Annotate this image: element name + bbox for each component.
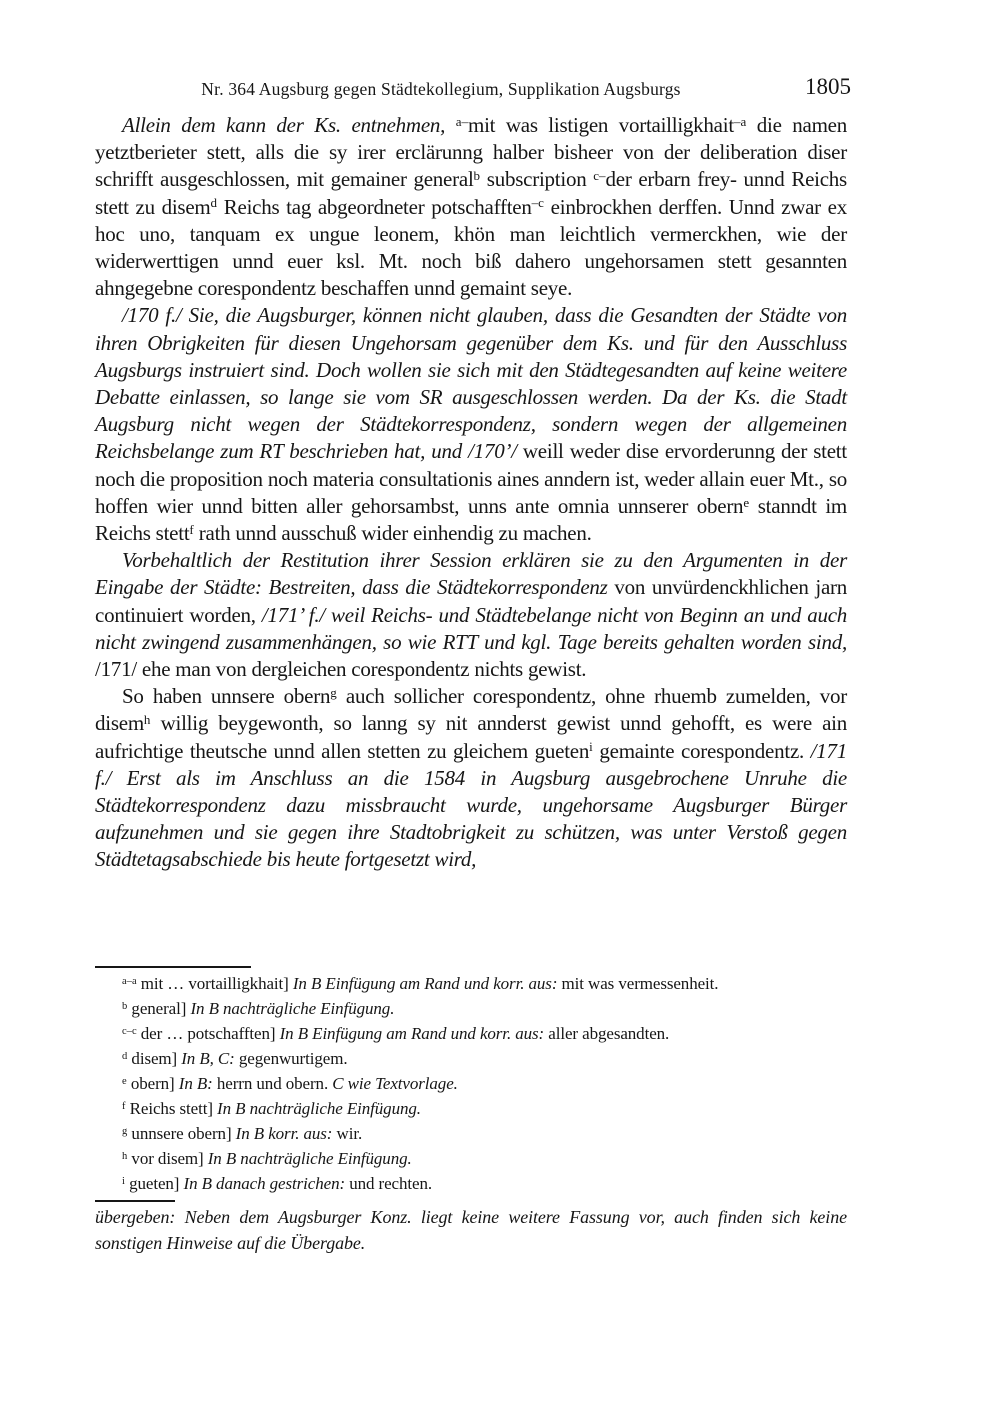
text-run: Vorbehaltlich der Restitution ihrer Session erklären sie zu den Argumenten in der Eingabe der Städte: Bestreiten, dass die Städtekorrespondenz xyxy=(95,548,847,600)
text-run: stanndt im Reichs stett xyxy=(95,493,847,546)
text-run: mit … vortailligkhait] xyxy=(136,974,293,993)
footnote-d xyxy=(95,1046,847,1071)
note-marker: i xyxy=(589,739,593,755)
text-run: aller abgesandten. xyxy=(544,1024,670,1043)
paragraph-4 xyxy=(95,683,847,873)
note-marker: c–c xyxy=(122,1025,137,1037)
note-marker: h xyxy=(143,712,151,728)
text-run: Reichs stett] xyxy=(125,1099,218,1118)
text-run: disem] xyxy=(127,1049,182,1068)
text-run: gegenwurtigem. xyxy=(234,1049,348,1068)
text-run: In B nachträgliche Einfügung. xyxy=(207,1149,412,1168)
footnote-h xyxy=(95,1146,847,1171)
text-run: die namen yetztberieter stett, alls die sy irer erclärunng halber bisheer von der deliberation diser schrifft ausgeschlossen, mit gemainer general xyxy=(95,113,847,192)
note-marker: d xyxy=(210,195,218,211)
footnote-i xyxy=(95,1171,847,1196)
text-run: herrn und obern. xyxy=(212,1074,333,1093)
note-marker: f xyxy=(189,521,194,537)
text-run: übergeben: Neben dem Augsburger Konz. liegt keine weitere Fassung vor, auch finden sich keine sonstigen Hinweise auf die Übergabe. xyxy=(95,1207,847,1253)
body-text xyxy=(95,112,847,874)
text-run: einbrockhen derffen. Unnd zwar ex hoc uno, tanquam ex ungue leonem, khön man leichtlich vermerckhen, wie der widerwerttigen unnd euer ksl. Mt. noch biß dahero ungehorsamen stett gesannten ahngegebne corespondentz beschaffen unnd gemaint seye. xyxy=(95,194,847,301)
text-run: Allein dem kann der Ks. entnehmen, xyxy=(122,113,456,137)
text-run: obern] xyxy=(126,1074,179,1093)
text-run: Reichs tag abgeordneter potschafften xyxy=(217,194,532,219)
text-run: von unvürdenckhlichen jarn continuiert worden, xyxy=(95,575,848,627)
text-run: subscription xyxy=(480,167,594,192)
footnote-separator-rule xyxy=(95,966,251,968)
paragraph-2 xyxy=(95,302,847,547)
note-marker: a– xyxy=(455,113,469,129)
footnote-a xyxy=(95,971,847,996)
text-run: So haben unnsere obern xyxy=(122,684,331,709)
apparatus-separator-rule xyxy=(95,1200,175,1202)
footnote-b xyxy=(95,996,847,1021)
text-run: mit was listigen vortailligkhait xyxy=(468,113,734,137)
note-marker: d xyxy=(122,1050,128,1062)
footnote-e xyxy=(95,1071,847,1096)
apparatus-note xyxy=(95,1204,847,1256)
text-run: general] xyxy=(127,999,191,1018)
note-marker: –a xyxy=(733,113,747,129)
text-run: und rechten. xyxy=(345,1174,433,1193)
footnote-g xyxy=(95,1121,847,1146)
text-run: willig beygewonth, so lanng sy nit annderst gewist unnd gehofft, es were ain aufrichtige theutsche unnd allen stetten zu gleichem gueten xyxy=(95,711,847,763)
note-marker: b xyxy=(473,168,481,184)
text-run: /170 f./ Sie, die Augsburger, können nicht glauben, dass die Gesandten der Städte von ihren Obrigkeiten für diesen Ungehorsam gegenüber dem Ks. und für den Ausschluss Augsburgs instruiert sind. Doch wollen sie sich mit den Städtegesandten auf keine weitere Debatte einlassen, so lange sie vom SR ausgeschlossen werden. Da der Ks. die Stadt Augsburg nicht wegen der Städtekorrespondenz, sondern wegen der allgemeinen Reichsbelange zum RT beschrieben hat, und /170’/ xyxy=(95,303,847,464)
note-marker: i xyxy=(122,1175,125,1187)
text-run: weill weder dise ervorderunng der stett noch die proposition noch materia consultationis aines anndern ist, weder allain euer Mt., so hoffen wier unnd bitten aller gehorsambst, unns ante omnia unnserer obern xyxy=(95,439,847,518)
apparatus-section xyxy=(95,1204,847,1256)
text-run: gueten] xyxy=(124,1174,184,1193)
note-marker: g xyxy=(122,1125,128,1137)
text-run: C wie Textvorlage. xyxy=(332,1074,458,1093)
note-marker: a–a xyxy=(122,975,137,987)
text-run: gemainte corespondentz. xyxy=(592,738,811,763)
footnote-c xyxy=(95,1021,847,1046)
note-marker: –c xyxy=(531,195,544,211)
text-run: In B nachträgliche Einfügung. xyxy=(217,1099,421,1118)
text-run: wir. xyxy=(332,1124,363,1143)
footnote-f xyxy=(95,1096,847,1121)
text-run: auch sollicher corespondentz, ohne rhuemb zumelden, vor disem xyxy=(95,684,847,736)
footnotes-section xyxy=(95,971,847,1196)
text-run: In B danach gestrichen: xyxy=(183,1174,346,1193)
note-marker: c– xyxy=(593,168,606,184)
text-run: In B Einfügung am Rand und korr. aus: xyxy=(279,1024,545,1043)
text-run: /171/ ehe man von dergleichen corespondentz nichts gewist. xyxy=(95,657,587,682)
text-run: In B Einfügung am Rand und korr. aus: xyxy=(292,974,558,993)
note-marker: h xyxy=(122,1150,128,1162)
text-run: mit was vermessenheit. xyxy=(557,974,719,993)
text-run: In B, C: xyxy=(181,1049,235,1068)
note-marker: e xyxy=(743,494,750,510)
text-run: In B korr. aus: xyxy=(235,1124,333,1143)
note-marker: g xyxy=(330,685,337,701)
text-run: rath unnd ausschuß wider einhendig zu machen. xyxy=(193,521,592,546)
note-marker: b xyxy=(122,1000,128,1012)
page-number: 1805 xyxy=(805,74,851,99)
text-run: unnsere obern] xyxy=(127,1124,236,1143)
text-run: der … potschafften] xyxy=(136,1024,280,1043)
running-header xyxy=(95,74,851,107)
paragraph-1 xyxy=(95,112,847,302)
note-marker: e xyxy=(122,1075,127,1087)
text-run: In B nachträgliche Einfügung. xyxy=(190,999,395,1018)
header-title: Nr. 364 Augsburg gegen Städtekollegium, Supplikation Augsburgs xyxy=(201,79,681,99)
text-run: der erbarn frey- unnd Reichs stett zu disem xyxy=(95,167,847,219)
paragraph-3 xyxy=(95,547,847,683)
text-run: In B: xyxy=(178,1074,213,1093)
note-marker: f xyxy=(122,1100,126,1112)
text-run: /171 f./ Erst als im Anschluss an die 1584 in Augsburg ausgebrochene Unruhe die Städtekorrespondenz dazu missbraucht wurde, ungehorsame Augsburger Bürger aufzunehmen und sie gegen ihre Stadtobrigkeit zu schützen, was unter Verstoß gegen Städtetagsabschiede bis heute fortgesetzt wird, xyxy=(95,738,847,872)
text-run: /171’ f./ weil Reichs- und Städtebelange nicht von Beginn an und auch nicht zwingend zusammenhängen, so wie RTT und kgl. Tage bereits gehalten worden sind, xyxy=(95,602,848,654)
text-run: vor disem] xyxy=(127,1149,208,1168)
